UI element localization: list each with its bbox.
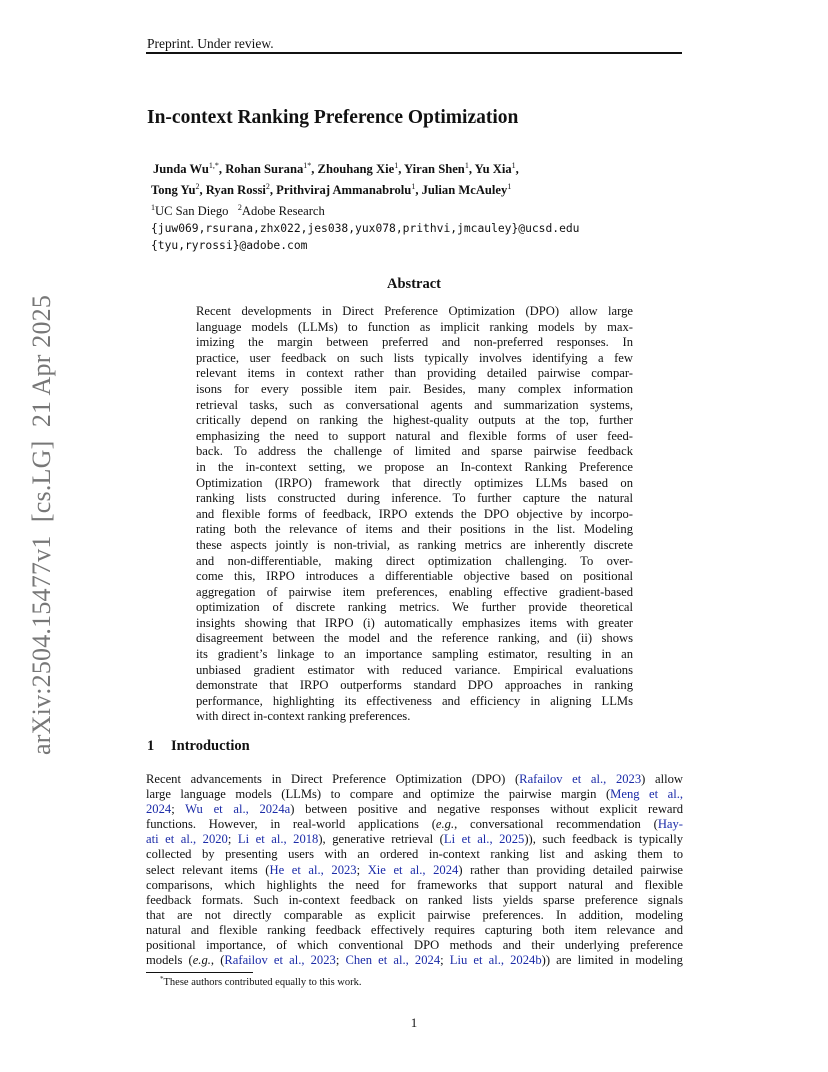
author-mark: 2 xyxy=(195,182,200,191)
author-mark: 1 xyxy=(411,182,416,191)
intro-text: e.g. xyxy=(435,817,455,832)
intro-line xyxy=(146,953,683,968)
author-name: Prithviraj Ammanabrolu xyxy=(276,183,412,197)
abstract-line: performance, highlighting its effectiveness and efficiency in aligning LLMs xyxy=(196,693,633,708)
author-mark: 1 xyxy=(507,182,512,191)
intro-text: ; xyxy=(440,953,450,968)
abstract-line: retrieval tasks, such as conversational agents and summarization systems, xyxy=(196,397,633,412)
citation-link[interactable]: ati et al., 2020 xyxy=(146,832,228,847)
abstract-line: language models (LLMs) to function as implicit ranking models by max- xyxy=(196,319,633,334)
intro-text: ), generative retrieval ( xyxy=(318,832,444,847)
citation-link[interactable]: 2024 xyxy=(146,802,172,817)
intro-text: ) allow xyxy=(641,772,683,786)
citation-link[interactable]: Li et al., 2018 xyxy=(237,832,319,847)
intro-text: comparisons, which highlights the need for frameworks that support natural and flexible xyxy=(146,877,683,892)
intro-line xyxy=(146,847,683,862)
affil-name: UC San Diego xyxy=(155,204,229,218)
affil-name: Adobe Research xyxy=(241,204,325,218)
affil-mark: 2 xyxy=(237,203,242,212)
abstract-line: unbiased gradient estimator with reduced variance. Empirical evaluations xyxy=(196,662,633,677)
intro-text: , conversational recommendation ( xyxy=(454,817,658,832)
affiliations xyxy=(151,199,579,220)
abstract-line: demonstrate that IRPO outperforms standard DPO approaches in ranking xyxy=(196,678,633,693)
citation-link[interactable]: Rafailov et al., 2023 xyxy=(519,772,642,786)
author-mark: 1,* xyxy=(208,161,219,170)
abstract-body xyxy=(196,304,633,725)
intro-text: Recent advancements in Direct Preference Optimization (DPO) ( xyxy=(146,772,520,786)
citation-link[interactable]: He et al., 2023 xyxy=(269,862,357,877)
intro-line xyxy=(146,832,683,847)
footnote-text: These authors contributed equally to this work. xyxy=(163,977,362,988)
intro-line xyxy=(146,802,683,817)
abstract-line: aggregation of pairwise item preferences, enabling effective gradient-based xyxy=(196,584,633,599)
intro-line xyxy=(146,772,683,787)
abstract-line: in the in-context setting, we propose an In-context Ranking Preference xyxy=(196,459,633,474)
intro-text: natural and flexible ranking feedback effectively requires capturing both item relevance and xyxy=(146,922,683,937)
author-name: Ryan Rossi xyxy=(205,183,266,197)
intro-text: ; xyxy=(227,832,238,847)
intro-text: ; xyxy=(171,802,186,817)
abstract-line: back. To address the challenge of limited and sparse pairwise feedback xyxy=(196,444,633,459)
author-mark: 1* xyxy=(303,161,312,170)
footnote-rule xyxy=(146,972,253,973)
footnote-mark: * xyxy=(160,975,164,983)
author-name: Yiran Shen xyxy=(404,162,465,176)
section-heading xyxy=(147,738,250,755)
author-block xyxy=(153,157,579,254)
paper-title: In-context Ranking Preference Optimization xyxy=(147,107,519,128)
intro-text: select relevant items ( xyxy=(146,862,270,877)
abstract-line: critically depend on ranking the highest-quality outputs at the top, further xyxy=(196,413,633,428)
abstract-line: optimization of discrete ranking metrics. We further provide theoretical xyxy=(196,600,633,615)
author-mark: 2 xyxy=(265,182,270,191)
abstract-line: rating both the relevance of items and their positions in the list. Modeling xyxy=(196,522,633,537)
author-mark: 1 xyxy=(511,161,516,170)
email-line-1: {juw069,rsurana,zhx022,jes038,yux078,prithvi,jmcauley}@ucsd.edu xyxy=(151,222,580,235)
citation-link[interactable]: Hay- xyxy=(657,817,683,832)
intro-line xyxy=(146,863,683,878)
intro-line xyxy=(146,893,683,908)
intro-text: e.g. xyxy=(192,953,211,968)
abstract-line: with direct in-context ranking preferences. xyxy=(196,709,411,724)
intro-text: collected by presenting users with an ordered in-context ranking list and asking them to xyxy=(146,847,683,862)
abstract-line: isons for every possible item pair. Besides, many complex information xyxy=(196,381,633,396)
intro-text: feedback formats. Such in-context feedback on ranked lists yields sparse preference signals xyxy=(146,892,683,907)
arxiv-identifier: arXiv:2504.15477v1 [cs.LG] 21 Apr 2025 xyxy=(27,294,56,755)
author-name: Julian McAuley xyxy=(421,183,508,197)
citation-link[interactable]: Li et al., 2025 xyxy=(443,832,525,847)
section-number: 1 xyxy=(147,738,155,754)
intro-line xyxy=(146,923,683,938)
abstract-line: come this, IRPO introduces a differentiable objective based on positional xyxy=(196,569,633,584)
abstract-line: Optimization (IRPO) framework that directly optimizes LLMs based on xyxy=(196,475,633,490)
section-title: Introduction xyxy=(171,738,250,754)
abstract-line: Recent developments in Direct Preference Optimization (DPO) allow large xyxy=(196,304,633,318)
author-name: Zhouhang Xie xyxy=(317,162,395,176)
introduction-body xyxy=(146,772,683,968)
intro-text: models ( xyxy=(146,953,193,968)
citation-link[interactable]: Wu et al., 2024a xyxy=(185,802,291,817)
author-mark: 1 xyxy=(464,161,469,170)
intro-text: ) between positive and negative responses without explicit reward xyxy=(290,802,683,817)
intro-text: )), such feedback is typically xyxy=(524,832,683,847)
intro-line xyxy=(146,817,683,832)
abstract-line: and non-differentiable, making direct optimization challenging. To over- xyxy=(196,553,633,568)
abstract-line: ranking lists constructed during inference. To further capture the natural xyxy=(196,491,633,506)
intro-text: ) rather than providing detailed pairwise xyxy=(458,862,683,877)
abstract-line: practice, user feedback on such lists typically involves identifying a few xyxy=(196,350,633,365)
abstract-line: disagreement between the model and the reference ranking, and (ii) shows xyxy=(196,631,633,646)
intro-line xyxy=(146,878,683,893)
author-name: Junda Wu xyxy=(153,162,209,176)
intro-line xyxy=(146,938,683,953)
citation-link[interactable]: Rafailov et al., 2023 xyxy=(224,953,336,968)
abstract-line: insights showing that IRPO (i) automatically emphasizes items with greater xyxy=(196,615,633,630)
abstract-line: emphasizing the need to support natural and flexible forms of user feed- xyxy=(196,428,633,443)
intro-text: , ( xyxy=(210,953,225,968)
affil-mark: 1 xyxy=(151,203,155,212)
intro-text: that are not directly comparable as explicit pairwise preferences. In addition, modeling xyxy=(146,907,683,922)
citation-link[interactable]: Chen et al., 2024 xyxy=(345,953,441,968)
citation-link[interactable]: Liu et al., 2024b xyxy=(449,953,542,968)
author-line-1: Junda $Wu^{1,*}$, Rohan Surana$^{1*}$, Zhouhang Xie$^1$, Yiran Shen$^1$, Yu Xia$^1$, xyxy=(153,161,519,176)
intro-line xyxy=(146,787,683,802)
intro-text: positional importance, of which conventional DPO methods and their underlying preference xyxy=(146,938,683,953)
intro-text: ; xyxy=(356,862,368,877)
intro-text: )) are limited in modeling xyxy=(541,953,683,968)
author-name: Yu Xia xyxy=(474,162,512,176)
abstract-line: relevant items in context rather than providing detailed pairwise compar- xyxy=(196,366,633,381)
footnote xyxy=(160,975,362,988)
intro-text: functions. However, in real-world applications ( xyxy=(146,817,436,832)
header-rule xyxy=(146,52,682,54)
email-line-2: {tyu,ryrossi}@adobe.com xyxy=(151,239,308,252)
page-number: 1 xyxy=(410,1015,418,1030)
author-mark: 1 xyxy=(394,161,399,170)
abstract-heading: Abstract xyxy=(387,276,441,292)
citation-link[interactable]: Xie et al., 2024 xyxy=(367,862,459,877)
abstract-line: imizing the margin between preferred and non-preferred responses. In xyxy=(196,335,633,350)
intro-text: large language models (LLMs) to compare and optimize the pairwise margin ( xyxy=(146,787,611,802)
abstract-line: these aspects jointly is non-trivial, as ranking metrics are inherently discrete xyxy=(196,537,633,552)
abstract-line: its gradient’s linkage to an importance sampling estimator, resulting in an xyxy=(196,647,633,662)
author-name: Rohan Surana xyxy=(225,162,304,176)
abstract-line: and flexible forms of feedback, IRPO extends the DPO objective by incorpo- xyxy=(196,506,633,521)
running-header: Preprint. Under review. xyxy=(147,36,274,51)
intro-line xyxy=(146,908,683,923)
citation-link[interactable]: Meng et al., xyxy=(610,787,683,802)
author-name: Tong Yu xyxy=(151,183,196,197)
author-line-2: Tong Yu$^2$, Ryan Rossi$^2$, Prithviraj Ammanabrolu$^1$, Julian McAuley$^1$ xyxy=(151,182,512,197)
intro-text: ; xyxy=(335,953,346,968)
